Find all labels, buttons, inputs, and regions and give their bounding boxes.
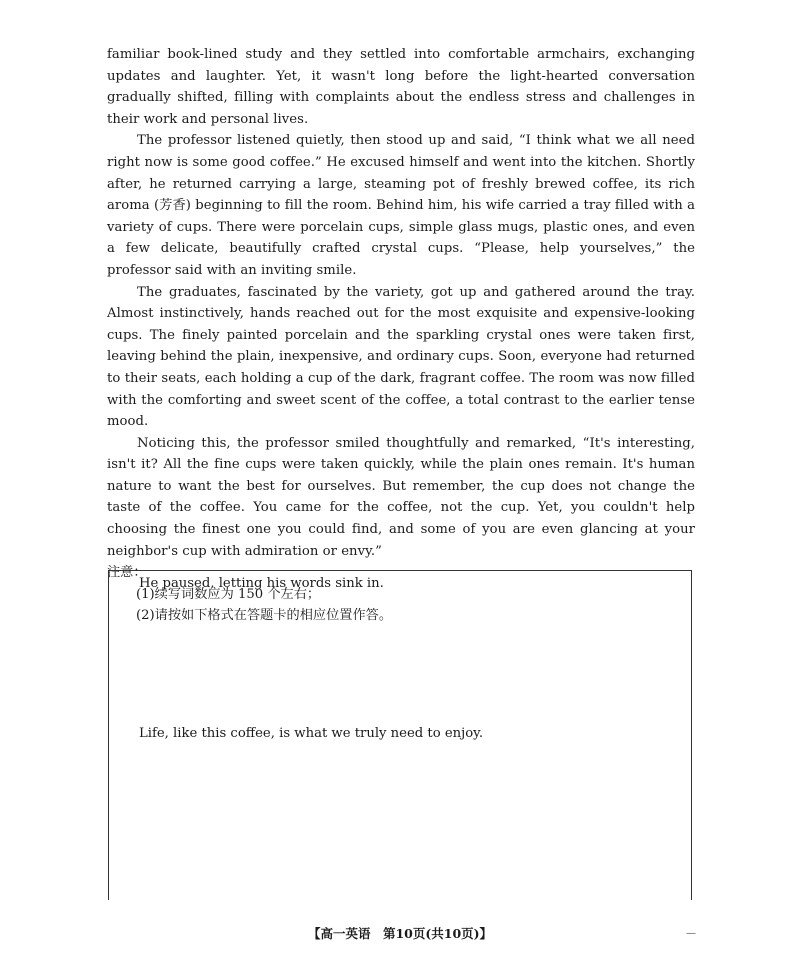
note-item-1: (1)续写词数应为 150 个左右； — [136, 586, 321, 602]
reading-passage — [107, 44, 695, 627]
corner-mark: — — [686, 928, 696, 939]
passage-paragraph-1: familiar book-lined study and they settled into comfortable armchairs, exchanging updates and laughter. Yet, it wasn't long before the light-hearted conversation gradually shifted, filling with complaints about the endless stress and challenges in their work and personal lives. — [107, 47, 695, 127]
passage-paragraph-2: The professor listened quietly, then stood up and said, “I think what we all need right now is some good coffee.” He excused himself and went into the kitchen. Shortly after, he returned carrying a large, steaming pot of freshly brewed coffee, its rich aroma (芳香) beginning to fill the room. Behind him, his wife carried a tray filled with a variety of cups. There were porcelain cups, simple glass mugs, plastic ones, and even a few delicate, beautifully crafted crystal cups. “Please, help yourselves,” the professor said with an inviting smile. — [107, 133, 695, 278]
answer-box[interactable] — [108, 570, 692, 900]
page-footer: 【高一英语 第10页(共10页)】 — [307, 926, 493, 941]
answer-prompt-line-2: Life, like this coffee, is what we truly need to enjoy. — [139, 726, 484, 741]
passage-paragraph-3: The graduates, fascinated by the variety, got up and gathered around the tray. Almost instinctively, hands reached out for the most exquisite and expensive-looking cups. The finely painted porcelain and the sparkling crystal ones were taken first, leaving behind the plain, inexpensive, and ordinary cups. Soon, everyone had returned to their seats, each holding a cup of the dark, fragrant coffee. The room was now filled with the comforting and sweet scent of the coffee, a total contrast to the earlier tense mood. — [107, 284, 695, 430]
answer-prompt-line-1: He paused, letting his words sink in. — [139, 576, 384, 591]
note-item-2: (2)请按如下格式在答题卡的相应位置作答。 — [136, 608, 393, 624]
passage-paragraph-4: Noticing this, the professor smiled thoughtfully and remarked, “It's interesting, isn't it? All the fine cups were taken quickly, while the plain ones remain. It's human nature to want the best for ourselves. But remember, the cup does not change the taste of the coffee. You came for the coffee, not the cup. Yet, you couldn't help choosing the finest one you could find, and some of you are even glancing at your neighbor's cup with admiration or envy.” — [107, 435, 695, 559]
notes-heading: 注意： — [107, 565, 147, 581]
